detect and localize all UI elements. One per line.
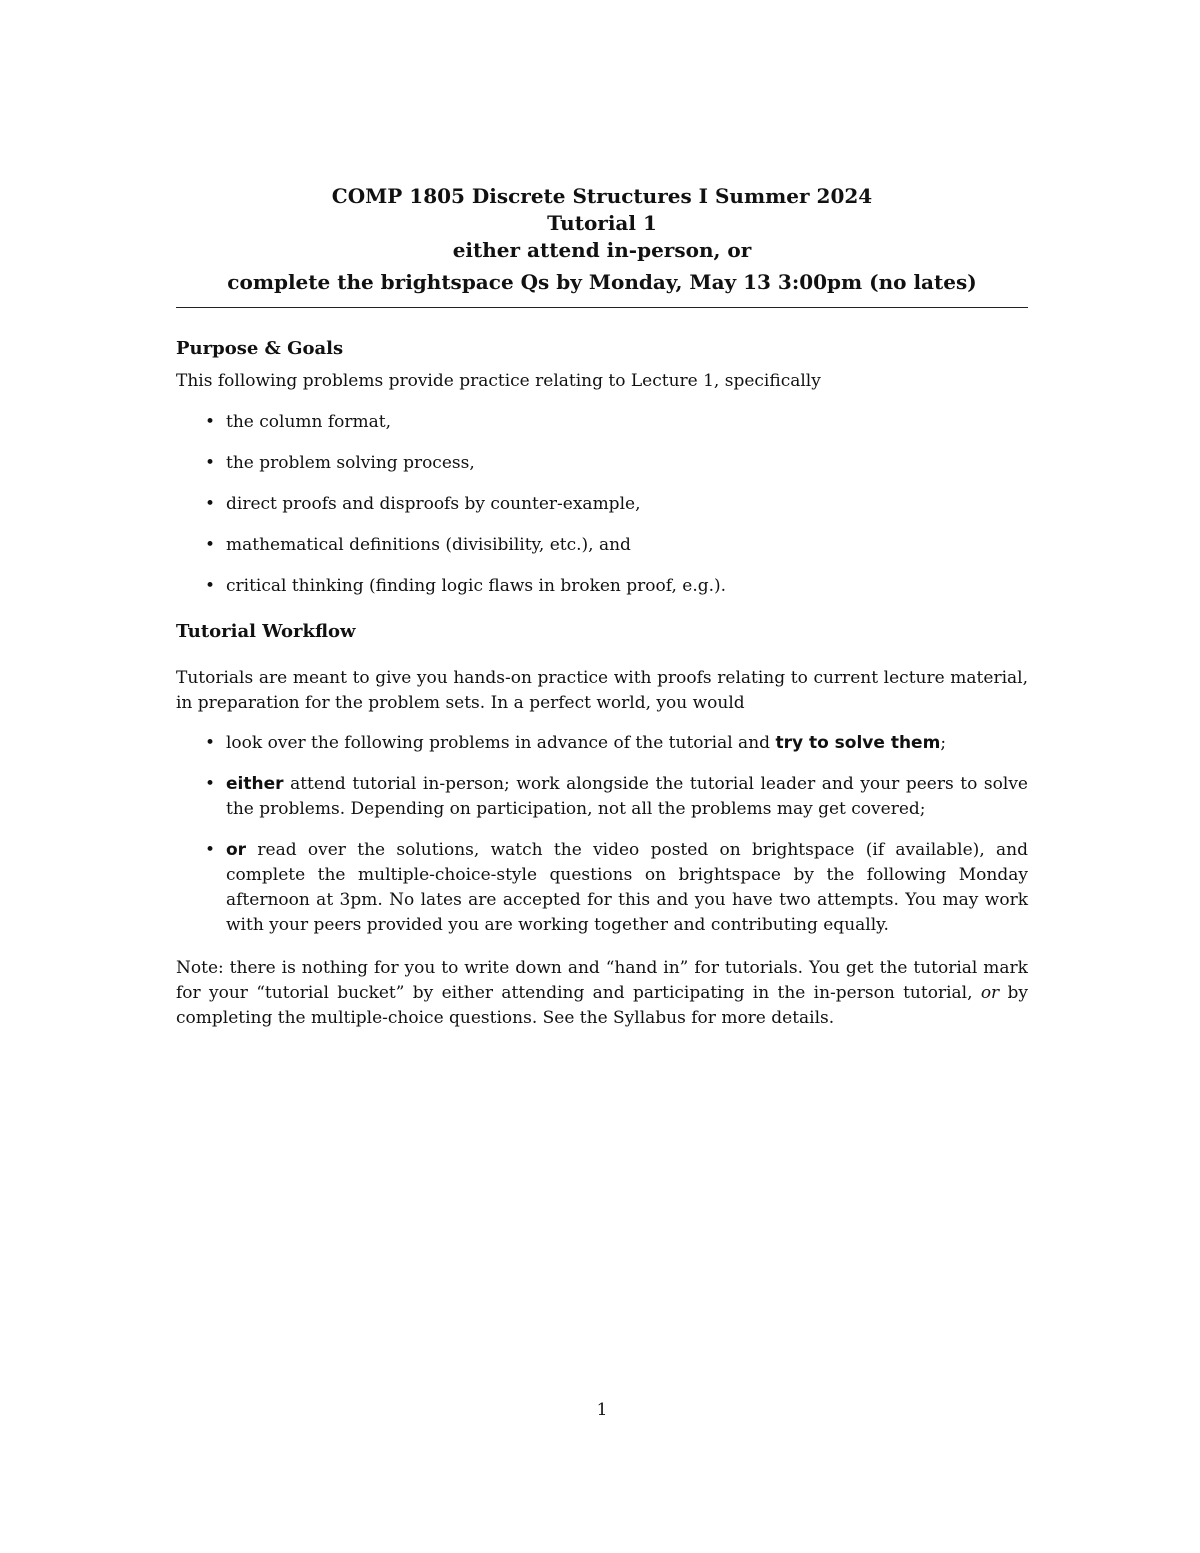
list-item [176, 838, 1028, 938]
attendance-option: either attend in-person, or [452, 238, 752, 262]
list-item-text: the problem solving process, [226, 453, 475, 473]
document-page [176, 0, 1028, 1553]
list-item-text: direct proofs and disproofs by counter-example, [226, 494, 641, 514]
bullet-icon: • [205, 840, 216, 860]
workflow-heading: Tutorial Workflow [176, 621, 356, 642]
list-item [176, 451, 1028, 476]
purpose-intro: This following problems provide practice relating to Lecture 1, specifically [176, 371, 821, 391]
list-item-text: ; [940, 733, 947, 753]
list-item-text: read over the solutions, watch the video posted on brightspace (if available), and complete the multiple-choice-style questions on brightspace by the following Monday afternoon at 3pm. No lates are accepted for this and you have two attempts. You may work with your peers provided you are working together and contributing equally. [226, 840, 1028, 935]
bullet-icon: • [205, 733, 216, 753]
note-paragraph [176, 956, 1028, 1031]
bullet-icon: • [205, 774, 216, 794]
workflow-intro: Tutorials are meant to give you hands-on practice with proofs relating to current lecture material, in preparation for the problem sets. In a perfect world, you would [176, 668, 1028, 713]
bullet-icon: • [205, 535, 216, 555]
emphasis-text: or [226, 840, 247, 860]
header-divider [176, 307, 1028, 308]
list-item [176, 574, 1028, 599]
list-item [176, 772, 1028, 822]
page-number: 1 [596, 1400, 608, 1420]
workflow-list [176, 731, 1028, 938]
list-item-text: the column format, [226, 412, 392, 432]
bullet-icon: • [205, 576, 216, 596]
list-item [176, 410, 1028, 435]
emphasis-text: either [226, 774, 284, 794]
bullet-icon: • [205, 494, 216, 514]
tutorial-title: Tutorial 1 [547, 211, 657, 235]
note-text: by completing the multiple-choice questions. See the Syllabus for more details. [176, 983, 1029, 1028]
bullet-icon: • [205, 412, 216, 432]
bullet-icon: • [205, 453, 216, 473]
deadline-line: complete the brightspace Qs by Monday, May 13 3:00pm (no lates) [227, 270, 977, 294]
list-item-text: critical thinking (finding logic flaws in broken proof, e.g.). [226, 576, 727, 596]
purpose-list [176, 410, 1028, 599]
list-item-text: mathematical definitions (divisibility, etc.), and [226, 535, 631, 555]
list-item [176, 731, 1028, 756]
purpose-heading: Purpose & Goals [176, 338, 344, 359]
list-item-text: attend tutorial in-person; work alongside the tutorial leader and your peers to solve the problems. Depending on participation, not all the problems may get covered; [226, 774, 1028, 819]
note-emphasis: or [980, 983, 1000, 1003]
note-text: Note: there is nothing for you to write down and “hand in” for tutorials. You get the tutorial mark for your “tutorial bucket” by either attending and participating in the in-person tutorial, [176, 958, 1028, 1003]
document-header [176, 183, 1028, 296]
document-body [176, 336, 1028, 1031]
list-item-text: look over the following problems in advance of the tutorial and [226, 733, 776, 753]
emphasis-text: try to solve them [775, 733, 941, 753]
list-item [176, 533, 1028, 558]
list-item [176, 492, 1028, 517]
course-title: COMP 1805 Discrete Structures I Summer 2024 [331, 184, 873, 208]
